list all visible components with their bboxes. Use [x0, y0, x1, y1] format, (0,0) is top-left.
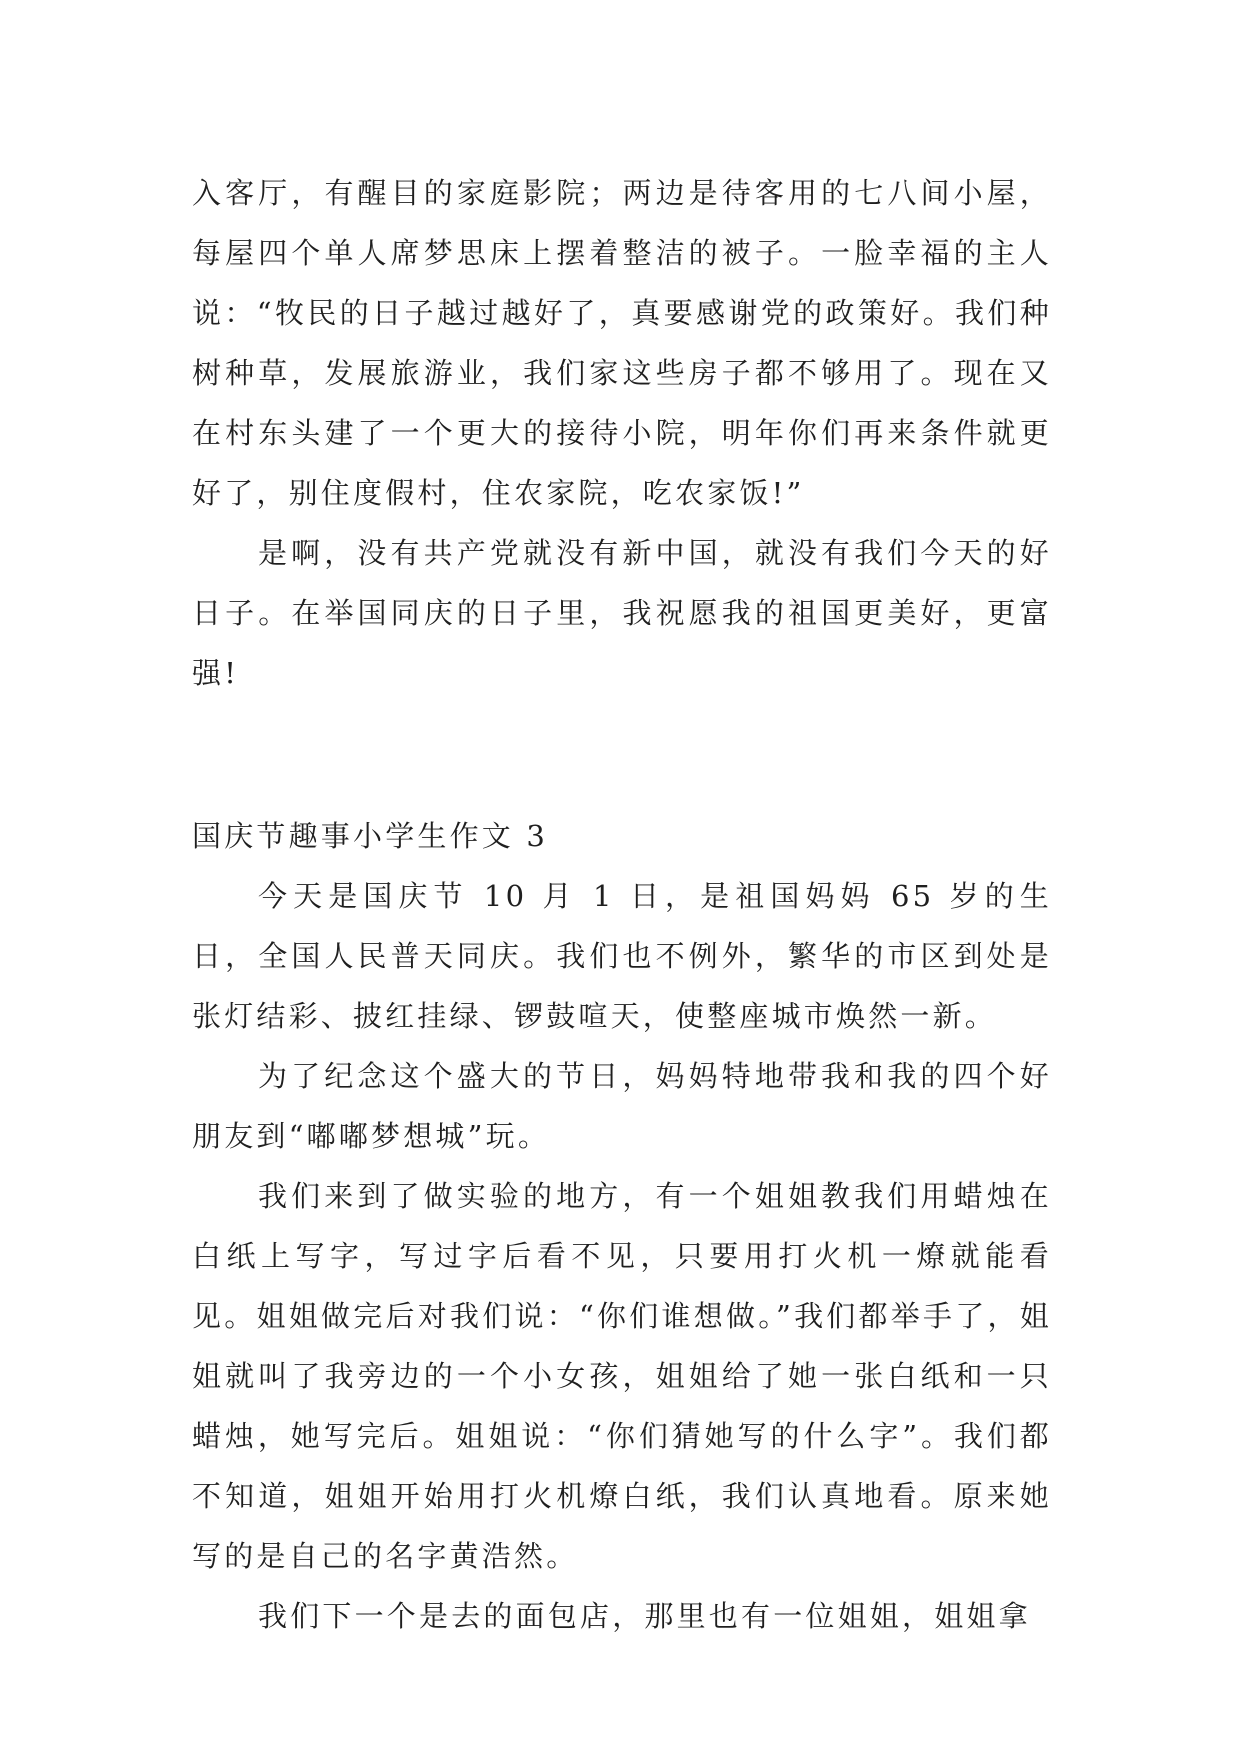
body-paragraph-4: 我们下一个是去的面包店，那里也有一位姐姐，姐姐拿	[258, 1599, 1031, 1633]
body-paragraph-3: 我们来到了做实验的地方，有一个姐姐教我们用蜡烛在白纸上写字，写过字后看不见，只要用打火机一燎就能看见。姐姐做完后对我们说：“你们谁想做。”我们都举手了，姐姐就叫了我旁边的一个小女孩，姐姐给了她一张白纸和一只蜡烛，她写完后。姐姐说：“你们猜她写的什么字”。我们都不知道，姐姐开始用打火机燎白纸，我们认真地看。原来她写的是自己的名字黄浩然。	[192, 1179, 1052, 1573]
document-body	[192, 163, 1052, 1646]
closing-paragraph: 是啊，没有共产党就没有新中国，就没有我们今天的好日子。在举国同庆的日子里，我祝愿我的祖国更美好，更富强!	[192, 536, 1052, 690]
body-paragraph-1: 今天是国庆节 10 月 1 日，是祖国妈妈 65 岁的生日，全国人民普天同庆。我们也不例外，繁华的市区到处是张灯结彩、披红挂绿、锣鼓喧天，使整座城市焕然一新。	[192, 879, 1052, 1033]
continued-paragraph: 入客厅，有醒目的家庭影院；两边是待客用的七八间小屋，每屋四个单人席梦思床上摆着整洁的被子。一脸幸福的主人说：“牧民的日子越过越好了，真要感谢党的政策好。我们种树种草，发展旅游业，我们家这些房子都不够用了。现在又在村东头建了一个更大的接待小院，明年你们再来条件就更好了，别住度假村，住农家院，吃农家饭!”	[192, 176, 1052, 510]
section-spacer	[192, 703, 1052, 806]
body-paragraph-2: 为了纪念这个盛大的节日，妈妈特地带我和我的四个好朋友到“嘟嘟梦想城”玩。	[192, 1059, 1052, 1153]
section-title: 国庆节趣事小学生作文 3	[192, 819, 549, 853]
